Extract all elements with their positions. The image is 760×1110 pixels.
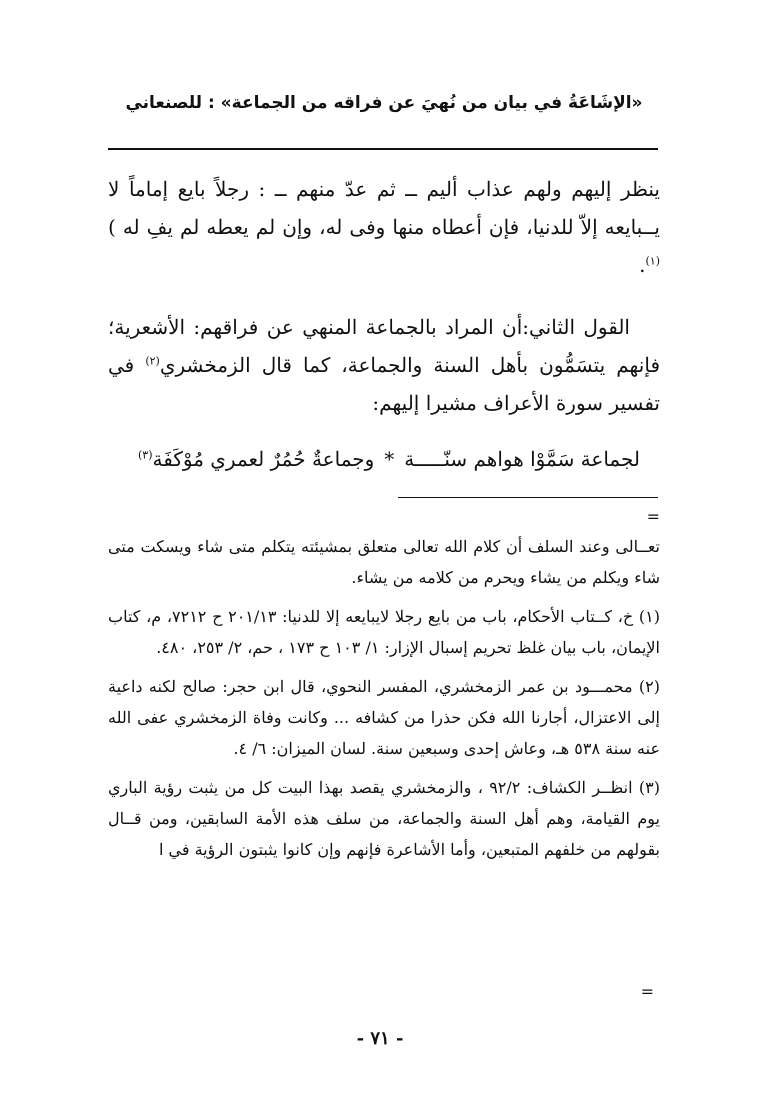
footnote-2: (٢) محمـــود بن عمر الزمخشري، المفسر النحوي، قال ابن حجر: صالح لكنه داعية إلى الاعتزال، أجارنا الله فكن حذرا من كشافه ... وكانت وفاة الزمخشري عفى الله عنه سنة ٥٣٨ هـ، وعاش إحدى وسبعين سنة. لسان الميزان: ٦/ ٤. (108, 677, 660, 758)
footnotes-section (108, 507, 660, 873)
main-text-body (108, 170, 660, 478)
footnote-ref-1: (١) (645, 254, 660, 268)
paragraph-hadith (108, 170, 660, 284)
footnote-divider (398, 497, 658, 498)
footnote-ref-3: (٣) (138, 448, 153, 462)
poem-hemistich-1: لجماعة سَمَّوْا هواهم سنّـــــة (404, 447, 640, 471)
poem-verse (108, 440, 660, 478)
footnote-3: (٣) انظــر الكشاف: ٩٢/٢ ، والزمخشري يقصد بهذا البيت كل من يثبت رؤية الباري يوم القيامة، وهم أهل السنة والجماعة، من سلف هذه الأمة السابقين، ومن قــال بقولهم من خلفهم المتبعين، وأما الأشاعرة فإنهم وإن كانوا يثبتون الرؤية في ا (108, 778, 660, 859)
paragraph-second-opinion-b: في تفسير سورة الأعراف مشيرا إليهم: (108, 353, 660, 415)
paragraph-hadith-end: . (639, 253, 646, 277)
paragraph-second-opinion (108, 308, 660, 422)
footnote-1: (١) خ، كــتاب الأحكام، باب من بايع رجلا لايبايعه إلا للدنيا: ٢٠١/١٣ ح ٧٢١٢، م، كتاب الإيمان، باب بيان غلظ تحريم إسبال الإزار: ١/ ١٠٣ ح ١٧٣ ، حم، ٢/ ٢٥٣، ٤٨٠. (108, 607, 661, 657)
running-header-title: «الإشَاعَةُ في بيان من نُهيَ عن فراقه من الجماعة» : للصنعاني (125, 93, 643, 113)
footnote-ref-2: (٢) (145, 354, 160, 368)
poem-hemistich-2: وجماعةٌ حُمُرٌ لعمري مُوْكَفَة (152, 447, 375, 471)
header-divider (108, 148, 658, 150)
footnote-continuation-mark: = (646, 507, 660, 526)
footnote-continuation-text: تعــالى وعند السلف أن كلام الله تعالى متعلق بمشيئته يتكلم متى شاء ويسكت متى شاء ويكلم من يشاء ويحرم من كلامه من يشاء. (108, 537, 660, 587)
page-number: - ٧١ - (356, 1028, 404, 1049)
paragraph-hadith-text: ينظر إليهم ولهم عذاب أليم ــ ثم عدّ منهم ــ : رجلاً بايع إماماً لا يــبايعه إلاّ للدنيا، فإن أعطاه منها وفى له، وإن لم يعطه لم يفِ له ) (108, 177, 661, 239)
footnote-end-continuation-mark: = (640, 982, 654, 1001)
paragraph-second-opinion-a: القول الثاني:أن المراد بالجماعة المنهي عن فراقهم: الأشعرية؛ فإنهم يتسَمُّون بأهل السنة والجماعة، كما قال الزمخشري (108, 315, 660, 377)
poem-separator-star: * (384, 447, 395, 471)
